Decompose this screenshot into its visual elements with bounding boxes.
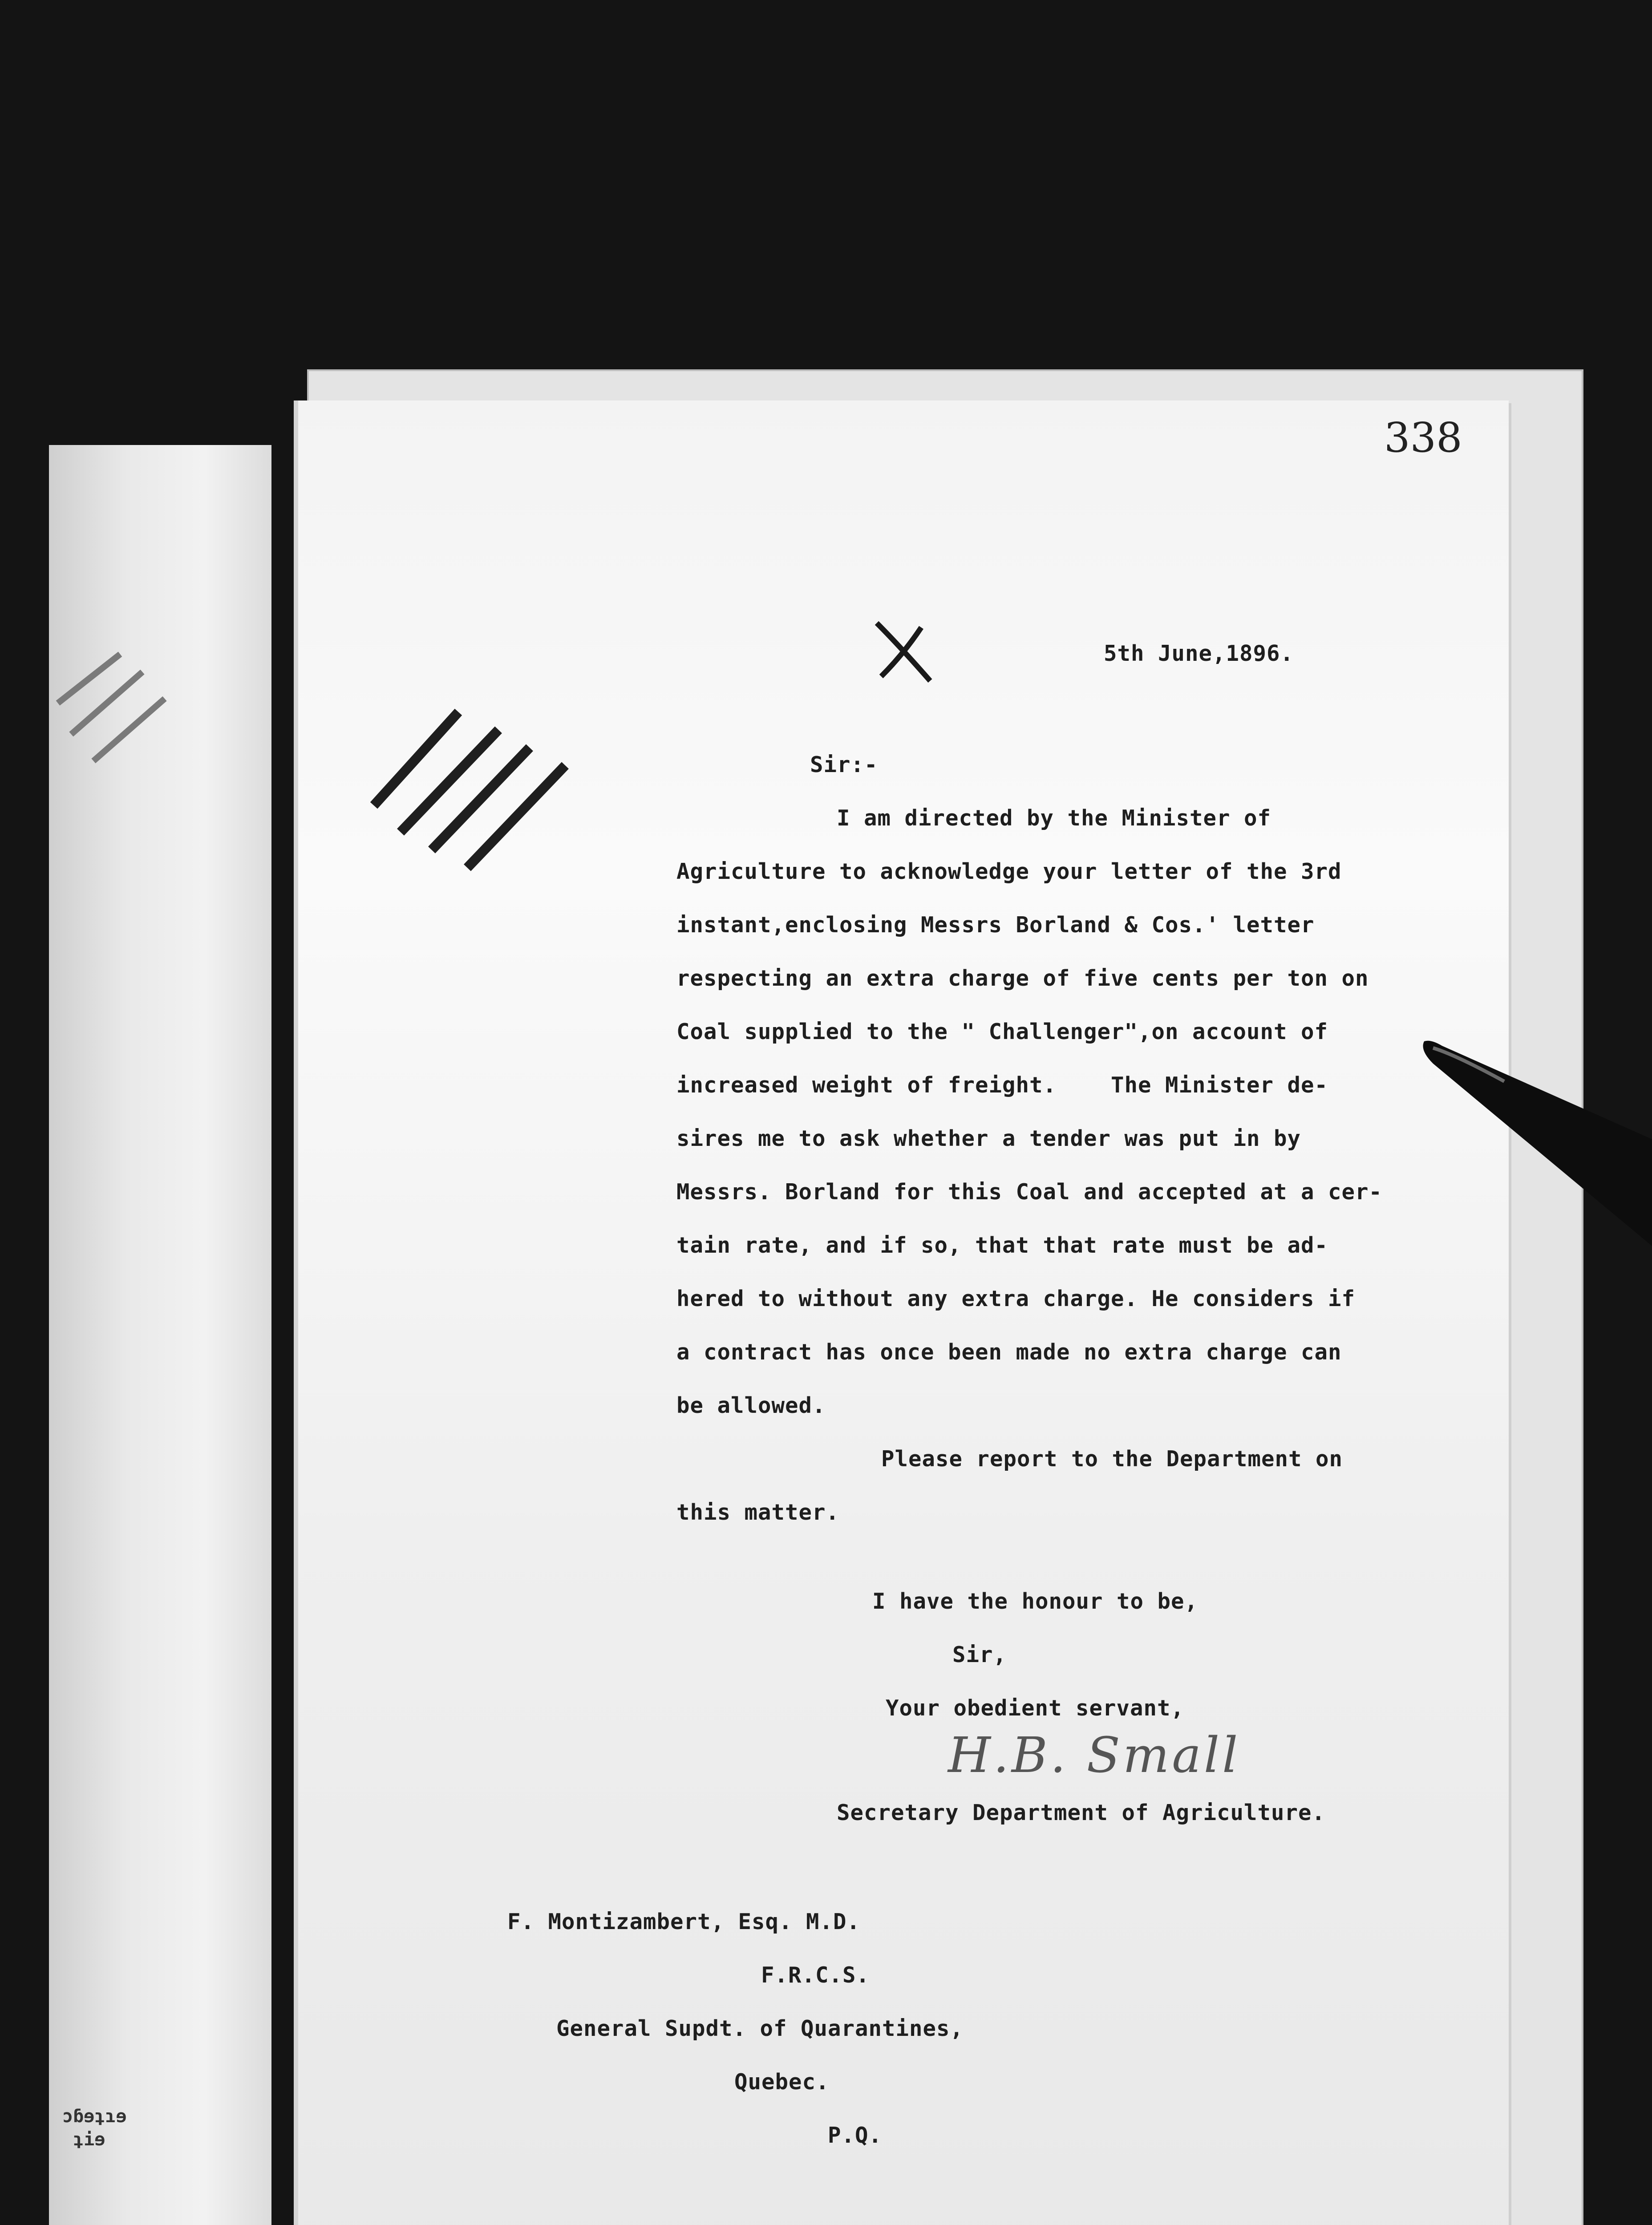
x-mark-icon (868, 614, 939, 685)
hatch-marks-icon (365, 703, 579, 881)
body-line: instant,enclosing Messrs Borland & Cos.' letter (676, 912, 1315, 938)
body-line: Coal supplied to the " Challenger",on account of (676, 1019, 1328, 1044)
salutation: Sir:- (810, 752, 878, 777)
body-line: I am directed by the Minister of (837, 805, 1271, 831)
body-line: sires me to ask whether a tender was put in by (676, 1126, 1301, 1151)
signature-title: Secretary Department of Agriculture. (837, 1800, 1326, 1825)
body-line: hered to without any extra charge. He considers if (676, 1286, 1356, 1311)
body-line: Messrs. Borland for this Coal and accepted at a cer- (676, 1179, 1383, 1205)
closing-line: I have the honour to be, (872, 1589, 1199, 1614)
closing-line: Sir, (952, 1642, 1007, 1667)
body-line: this matter. (676, 1500, 840, 1525)
letter-date: 5th June,1896. (1104, 641, 1294, 666)
strip-hatch-marks-icon (53, 645, 187, 788)
page-number: 338 (1384, 414, 1462, 461)
addressee-line: Quebec. (734, 2069, 830, 2095)
body-line: increased weight of freight. The Minister de- (676, 1072, 1328, 1098)
adjacent-page-fragment: ɔɓɘʇɿɘ ʇiɘ (62, 2106, 127, 2150)
pen-tip-icon (1415, 1037, 1652, 1268)
closing-line: Your obedient servant, (886, 1695, 1185, 1721)
body-line: a contract has once been made no extra charge can (676, 1339, 1342, 1365)
signature: H.B. Small (948, 1727, 1241, 1784)
addressee-line: F. Montizambert, Esq. M.D. (507, 1909, 861, 1934)
body-line: respecting an extra charge of five cents per ton on (676, 966, 1369, 991)
body-line: tain rate, and if so, that that rate must be ad- (676, 1233, 1328, 1258)
body-line: Please report to the Department on (881, 1446, 1343, 1472)
addressee-line: F.R.C.S. (761, 1962, 870, 1988)
body-line: be allowed. (676, 1393, 826, 1418)
addressee-line: General Supdt. of Quarantines, (556, 2016, 964, 2041)
addressee-line: P.Q. (828, 2123, 883, 2148)
body-line: Agriculture to acknowledge your letter of the 3rd (676, 859, 1342, 884)
